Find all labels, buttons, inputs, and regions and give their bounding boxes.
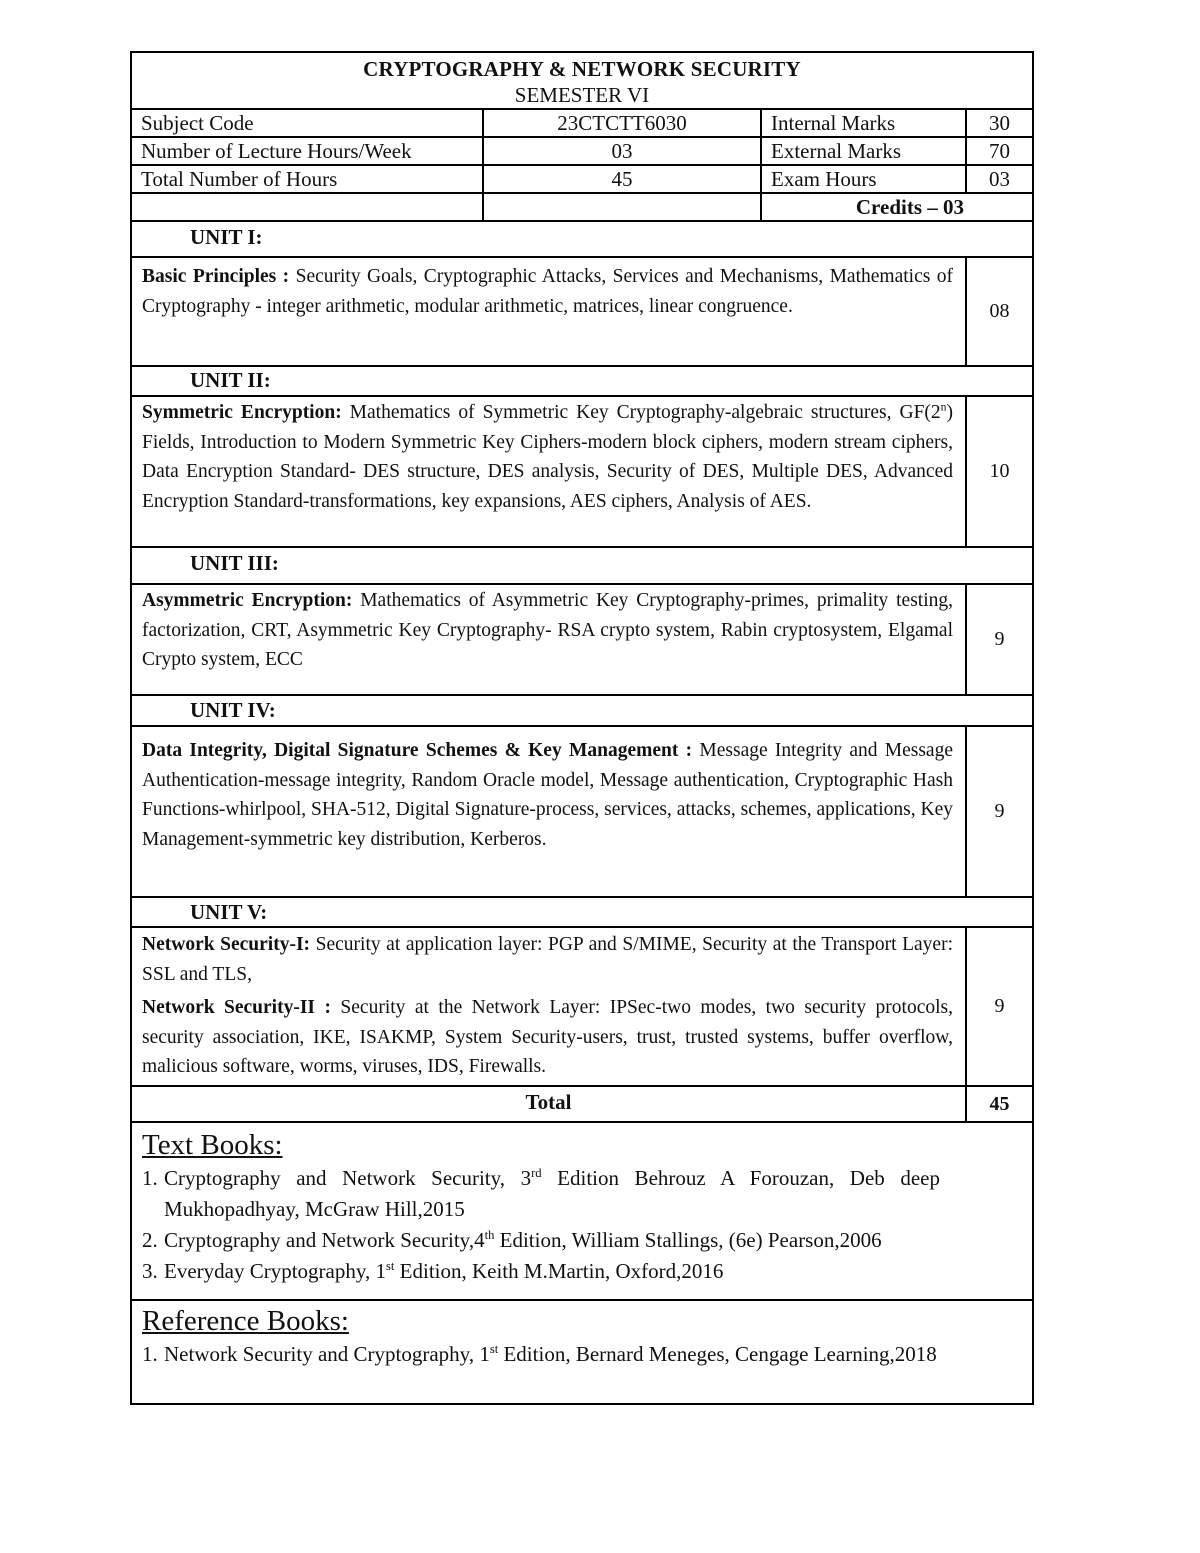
unit-title-row <box>132 548 1032 585</box>
unit-text: Message Integrity and Message Authentication-message integrity, Random Oracle model, Message authentication, Cryptographic Hash Functions-whirlpool, SHA-512, Digital Signature-process, services, attacks, schemes, applications, Key Management-symmetric key distribution, Kerberos. <box>142 740 953 850</box>
reference-books-section <box>132 1301 1032 1403</box>
book-superscript: st <box>489 1342 499 1356</box>
unit-body <box>132 727 1032 898</box>
book-item <box>142 1339 1020 1370</box>
unit-title-row <box>132 367 1032 397</box>
unit-hours: 10 <box>989 460 1010 482</box>
book-superscript: rd <box>531 1166 542 1180</box>
unit-description <box>132 397 967 546</box>
book-superscript: st <box>386 1259 395 1273</box>
unit-title-row <box>132 222 1032 258</box>
book-number: 3. <box>142 1259 158 1283</box>
reference-books-heading: Reference Books: <box>142 1305 349 1337</box>
unit-topic: Data Integrity, Digital Signature Schemes & Key Management : <box>142 740 693 761</box>
info-value-2: 70 <box>989 139 1010 163</box>
info-label: Subject Code <box>132 110 484 136</box>
course-title: CRYPTOGRAPHY & NETWORK SECURITY <box>363 57 801 81</box>
unit-superscript: n <box>940 400 947 414</box>
book-text: Network Security and Cryptography, 1 <box>164 1342 490 1366</box>
book-text: Edition, Bernard Meneges, Cengage Learning,2018 <box>498 1342 937 1366</box>
info-label: Total Number of Hours <box>132 166 484 192</box>
unit-hours: 9 <box>994 995 1005 1017</box>
info-value-2: 03 <box>989 167 1010 191</box>
unit-title: UNIT IV: <box>190 698 276 722</box>
unit-topic: Asymmetric Encryption: <box>142 590 353 611</box>
book-text: Edition, William Stallings, (6e) Pearson,2006 <box>494 1228 882 1252</box>
info-label-2: Internal Marks <box>762 110 967 136</box>
credits-label: Credits – 03 <box>855 195 964 219</box>
semester-label: SEMESTER VI <box>514 83 650 107</box>
unit-text: Security Goals, Cryptographic Attacks, Services and Mechanisms, Mathematics of Cryptography - integer arithmetic, modular arithmetic, matrices, linear congruence. <box>142 266 953 317</box>
unit-text: Security at application layer: PGP and S/MIME, Security at the Transport Layer: SSL and TLS, <box>142 934 953 985</box>
unit-description <box>132 727 967 896</box>
total-label: Total <box>132 1087 967 1121</box>
book-item <box>142 1163 1020 1225</box>
text-books-heading: Text Books: <box>142 1129 283 1161</box>
unit-body <box>132 258 1032 367</box>
info-label-2: External Marks <box>762 138 967 164</box>
unit-description <box>132 258 967 365</box>
book-item <box>142 1225 1020 1256</box>
info-row <box>132 166 1032 194</box>
book-item <box>142 1256 1020 1287</box>
unit-title: UNIT II: <box>190 368 271 392</box>
book-number: 2. <box>142 1228 158 1252</box>
book-number: 1. <box>142 1166 158 1190</box>
unit-hours: 08 <box>989 300 1010 322</box>
info-row <box>132 110 1032 138</box>
total-value: 45 <box>989 1093 1010 1115</box>
unit-title: UNIT III: <box>190 551 279 575</box>
info-value: 03 <box>484 138 762 164</box>
unit-title: UNIT I: <box>190 225 263 249</box>
info-value: 23CTCTT6030 <box>484 110 762 136</box>
info-value: 45 <box>484 166 762 192</box>
unit-topic: Symmetric Encryption: <box>142 402 342 423</box>
unit-description <box>132 928 967 1085</box>
book-number: 1. <box>142 1342 158 1366</box>
text-books-section <box>132 1123 1032 1301</box>
unit-hours: 9 <box>994 800 1005 822</box>
unit-topic: Basic Principles : <box>142 266 290 287</box>
unit-topic-2: Network Security-II : <box>142 997 331 1019</box>
book-text: Cryptography and Network Security,4 <box>164 1228 485 1252</box>
unit-text: ) Fields, Introduction to Modern Symmetric Key Ciphers-modern block ciphers, modern stream ciphers, Data Encryption Standard- DES structure, DES analysis, Security of DES, Multiple DES, Advanced Encryption Standard-transformations, key expansions, AES ciphers, Analysis of AES. <box>142 402 954 512</box>
total-row <box>132 1087 1032 1123</box>
unit-title-row <box>132 898 1032 928</box>
unit-body <box>132 397 1032 548</box>
unit-topic: Network Security-I: <box>142 934 311 955</box>
unit-text: Mathematics of Symmetric Key Cryptography-algebraic structures, GF(2 <box>341 402 941 423</box>
unit-description <box>132 585 967 694</box>
info-row <box>132 138 1032 166</box>
unit-title-row <box>132 696 1032 727</box>
unit-text: Mathematics of Asymmetric Key Cryptography-primes, primality testing, factorization, CRT, Asymmetric Key Cryptography- RSA crypto system, Rabin cryptosystem, Elgamal Crypto system, ECC <box>142 590 954 671</box>
book-text: Edition, Keith M.Martin, Oxford,2016 <box>394 1259 724 1283</box>
unit-body <box>132 928 1032 1087</box>
info-value-2: 30 <box>989 111 1010 135</box>
unit-text-2: Security at the Network Layer: IPSec-two modes, two security protocols, security association, IKE, ISAKMP, System Security-users, trust, trusted systems, buffer overflow, malicious software, worms, viruses, IDS, Firewalls. <box>142 997 953 1078</box>
book-text: Edition Behrouz A Forouzan, Deb deep Mukhopadhyay, McGraw Hill,2015 <box>164 1166 941 1221</box>
course-header <box>132 53 1032 110</box>
book-text: Everyday Cryptography, 1 <box>164 1259 386 1283</box>
syllabus-document <box>130 51 1034 1405</box>
info-label-2: Exam Hours <box>762 166 967 192</box>
unit-hours: 9 <box>994 628 1005 650</box>
unit-body <box>132 585 1032 696</box>
info-label: Number of Lecture Hours/Week <box>132 138 484 164</box>
book-superscript: th <box>484 1228 495 1242</box>
credits-row <box>132 194 1032 222</box>
book-text: Cryptography and Network Security, 3 <box>164 1166 532 1190</box>
unit-title: UNIT V: <box>190 900 268 924</box>
